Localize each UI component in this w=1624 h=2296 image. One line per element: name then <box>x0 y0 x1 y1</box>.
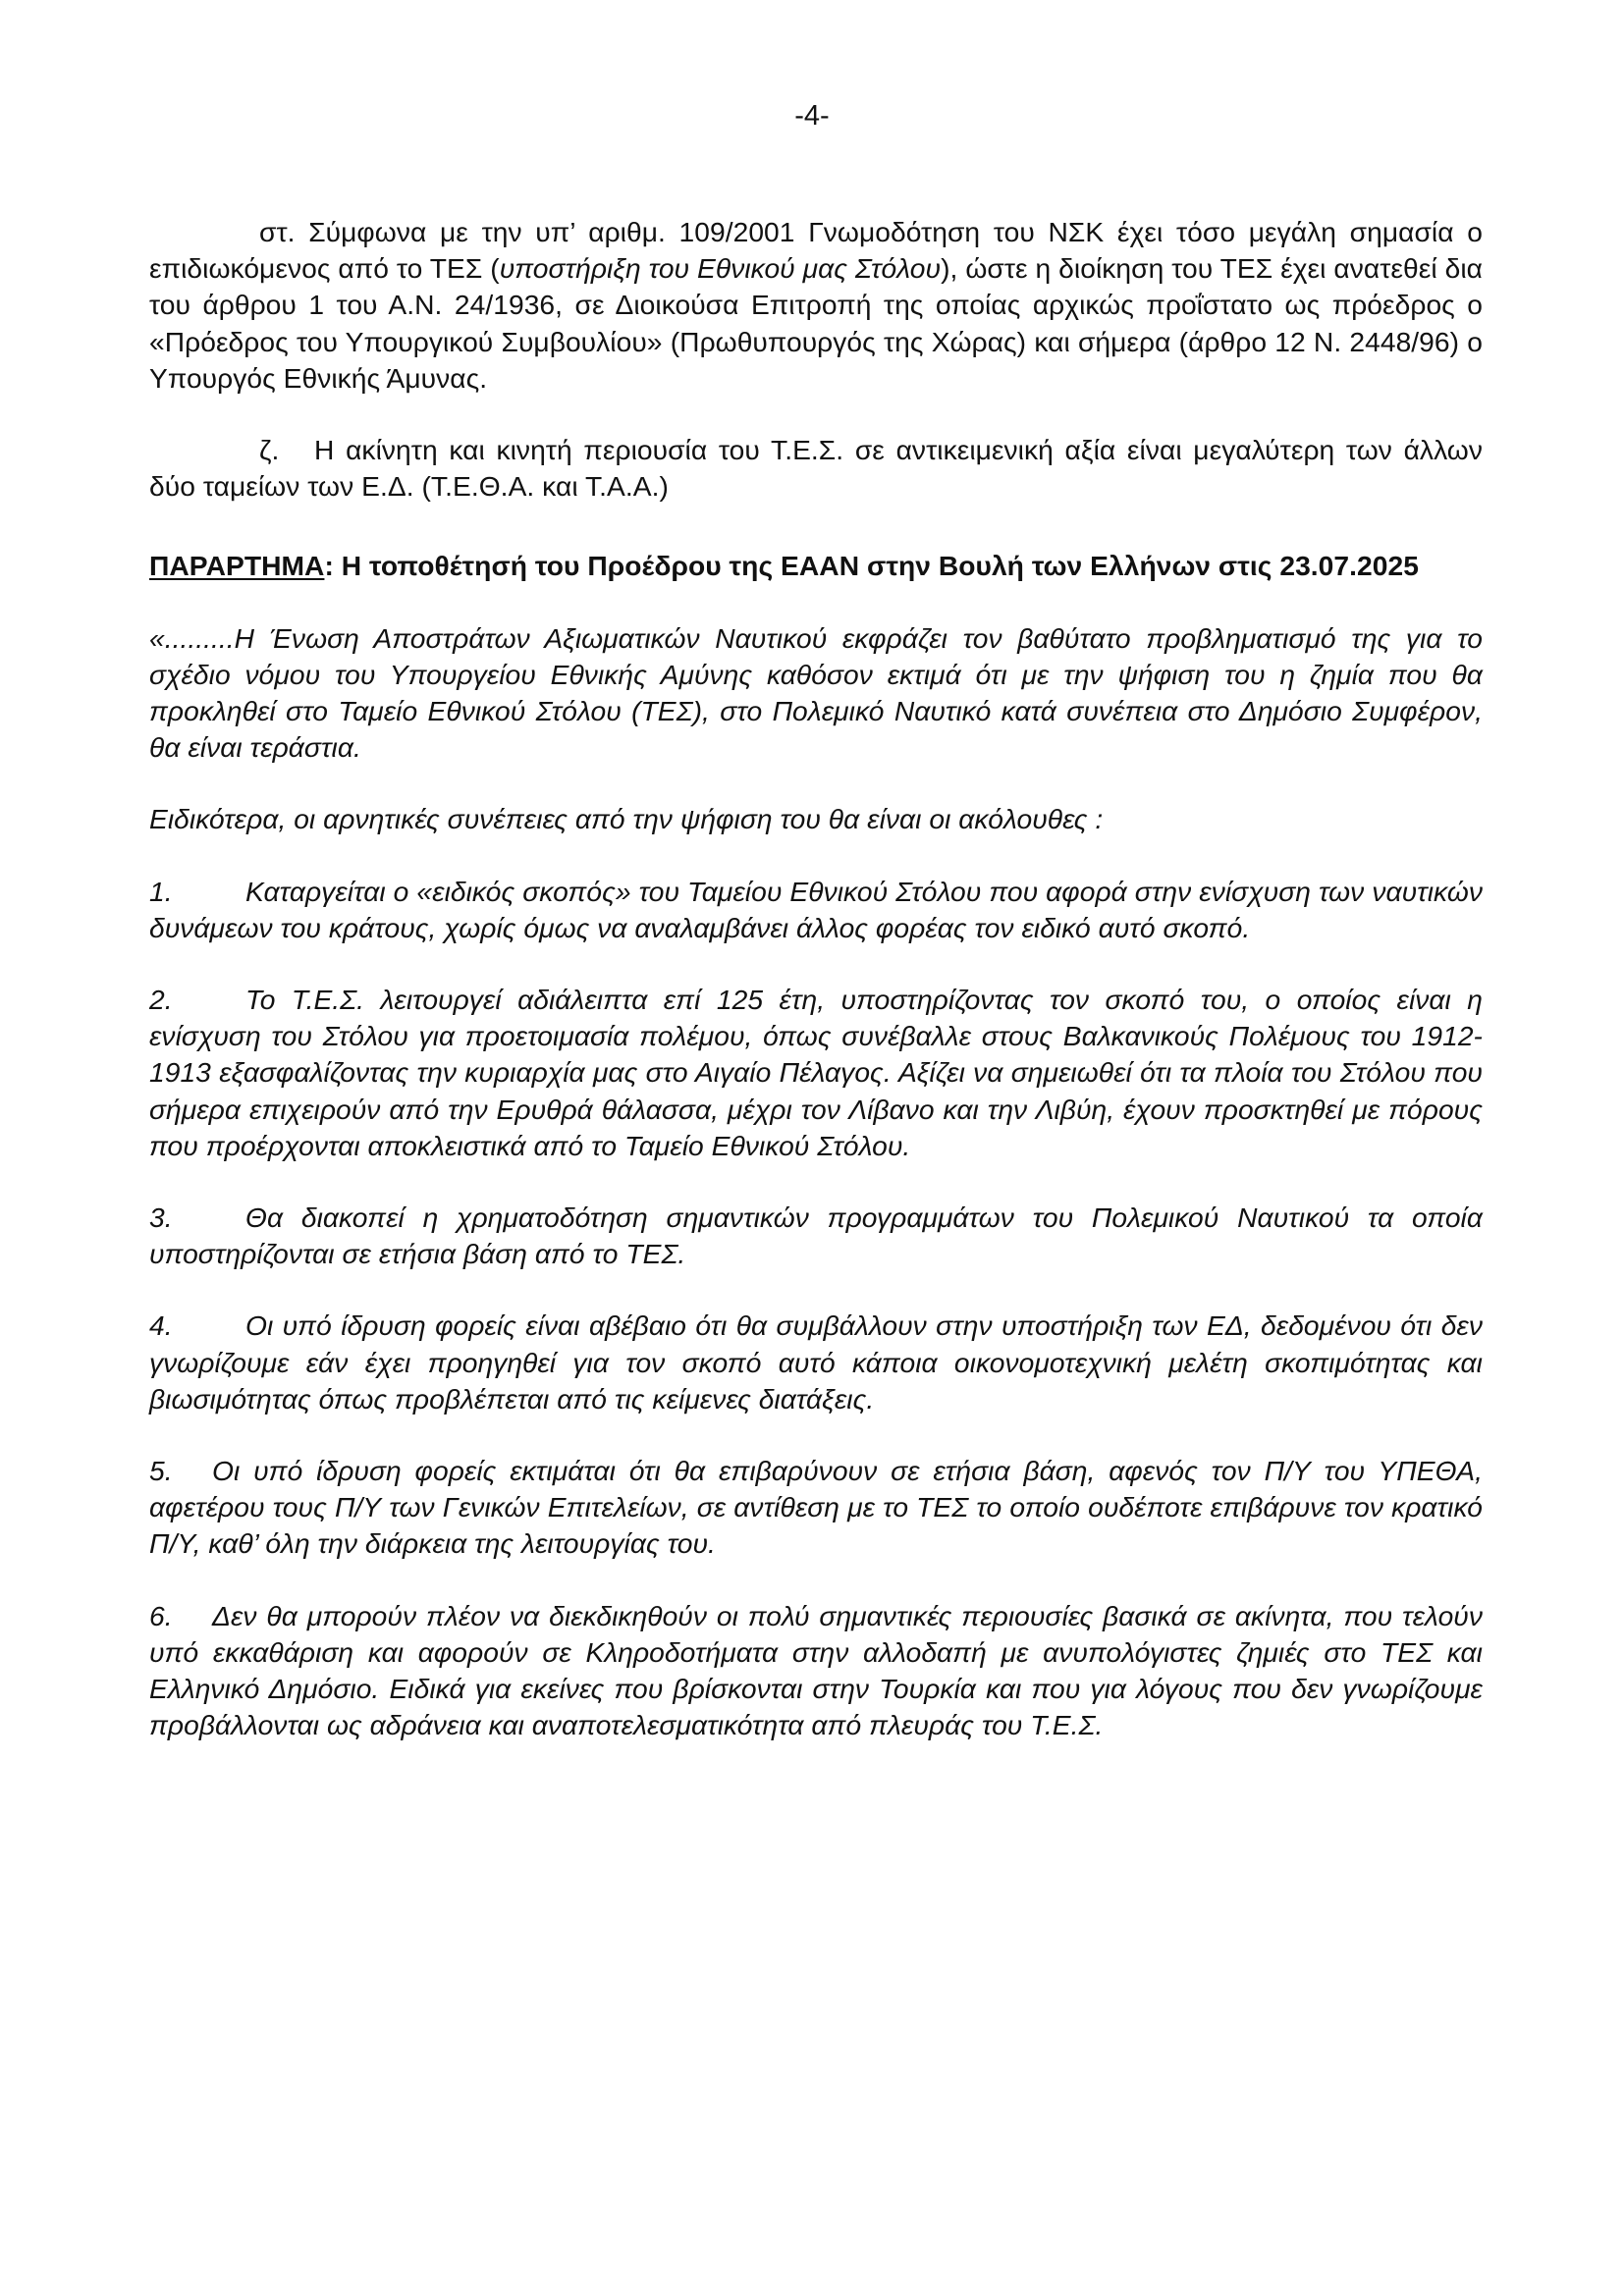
document-body <box>149 214 1483 1780</box>
list-item-text: Καταργείται ο «ειδικός σκοπός» του Ταμείου Εθνικού Στόλου που αφορά στην ενίσχυση των ναυτικών δυνάμεων του κράτους, χωρίς όμως να αναλαμβάνει άλλος φορέας τον ειδικό αυτό σκοπό. <box>149 875 1483 943</box>
quoted-statement <box>149 620 1483 1744</box>
list-item-1 <box>149 874 1483 946</box>
list-item-4 <box>149 1308 1483 1417</box>
list-item-number: 5. <box>149 1455 173 1487</box>
paragraph-st-text-before: Σύμφωνα με την υπ’ αριθμ. 109/2001 Γνωμοδότηση του ΝΣΚ έχει τόσο μεγάλη σημασία ο επιδιωκόμενος από το ΤΕΣ ( <box>149 216 1483 285</box>
appendix-heading <box>149 548 1483 584</box>
list-item-number: 4. <box>149 1309 173 1342</box>
appendix-title: Η τοποθέτησή του Προέδρου της ΕΑΑΝ στην Βουλή των Ελλήνων στις 23.07.2025 <box>333 550 1419 582</box>
paragraph-st-text-after: ), ώστε η διοίκηση του ΤΕΣ έχει ανατεθεί δια του άρθρου 1 του Α.Ν. 24/1936, σε Διοικούσα Επιτροπή της οποίας αρχικώς προΐστατο ως πρόεδρος ο «Πρόεδρος του Υπουργικού Συμβουλίου» (Πρωθυπουργός της Χώρας) και σήμερα (άρθρο 12 Ν. 2448/96) ο Υπουργός Εθνικής Άμυνας. <box>149 252 1483 394</box>
paragraph-st-label: στ. <box>259 216 296 247</box>
appendix-separator: : <box>324 550 334 582</box>
paragraph-z <box>149 432 1483 505</box>
quote-lead: Ειδικότερα, οι αρνητικές συνέπειες από την ψήφιση του θα είναι οι ακόλουθες : <box>149 803 1104 835</box>
list-item-number: 1. <box>149 875 173 907</box>
list-item-text: Οι υπό ίδρυση φορείς εκτιμάται ότι θα επιβαρύνουν σε ετήσια βάση, αφενός τον Π/Υ του ΥΠΕΘΑ, αφετέρου τους Π/Υ των Γενικών Επιτελείων, σε αντίθεση με το ΤΕΣ το οποίο ουδέποτε επιβάρυνε τον κρατικό Π/Υ, καθ’ όλη την διάρκεια της λειτουργίας του. <box>149 1455 1483 1560</box>
paragraph-st <box>149 214 1483 397</box>
list-item-text: Δεν θα μπορούν πλέον να διεκδικηθούν οι πολύ σημαντικές περιουσίες βασικά σε ακίνητα, που τελούν υπό εκκαθάριση και αφορούν σε Κληροδοτήματα στην αλλοδαπή με ανυπολόγιστες ζημιές στο ΤΕΣ και Ελληνικό Δημόσιο. Ειδικά για εκείνες που βρίσκονται στην Τουρκία και που για λόγους που δεν γνωρίζουμε προβάλλονται ως αδράνεια και αναποτελεσματικότητα από πλευράς του Τ.Ε.Σ. <box>149 1599 1483 1741</box>
list-item-text: Θα διακοπεί η χρηματοδότηση σημαντικών προγραμμάτων του Πολεμικού Ναυτικού τα οποία υποστηρίζονται σε ετήσια βάση από το ΤΕΣ. <box>149 1201 1483 1270</box>
page-number: -4- <box>794 100 830 132</box>
paragraph-st-italic-phrase: υποστήριξη του Εθνικού μας Στόλου <box>499 252 942 285</box>
list-item-number: 3. <box>149 1201 173 1234</box>
paragraph-z-label: ζ. <box>259 434 280 466</box>
list-item-3 <box>149 1200 1483 1272</box>
list-item-text: Το Τ.Ε.Σ. λειτουργεί αδιάλειπτα επί 125 έτη, υποστηρίζοντας τον σκοπό του, ο οποίος είναι η ενίσχυση του Στόλου για προετοιμασία πολέμου, όπως συνέβαλλε στους Βαλκανικούς Πολέμους του 1912-1913 εξασφαλίζοντας την κυριαρχία μας στο Αιγαίο Πέλαγος. Αξίζει να σημειωθεί ότι τα πλοία του Στόλου που σήμερα επιχειρούν από την Ερυθρά θάλασσα, μέχρι τον Λίβανο και την Λιβύη, έχουν προσκτηθεί με πόρους που προέρχονται αποκλειστικά από το Ταμείο Εθνικού Στόλου. <box>149 984 1483 1161</box>
quote-intro: «.........Η Ένωση Αποστράτων Αξιωματικών Ναυτικού εκφράζει τον βαθύτατο προβληματισμό της για το σχέδιο νόμου του Υπουργείου Εθνικής Αμύνης καθόσον εκτιμά ότι με την ψήφιση του η ζημία που θα προκληθεί στο Ταμείο Εθνικού Στόλου (ΤΕΣ), στο Πολεμικό Ναυτικό κατά συνέπεια στο Δημόσιο Συμφέρον, θα είναι τεράστια. <box>149 621 1483 764</box>
list-item-text: Οι υπό ίδρυση φορείς είναι αβέβαιο ότι θα συμβάλλουν στην υποστήριξη των ΕΔ, δεδομένου ότι δεν γνωρίζουμε εάν έχει προηγηθεί για τον σκοπό αυτό κάποια οικονομοτεχνική μελέτη σκοπιμότητας και βιωσιμότητας όπως προβλέπεται από τις κείμενες διατάξεις. <box>149 1309 1483 1415</box>
list-item-2 <box>149 982 1483 1164</box>
list-item-5 <box>149 1453 1483 1563</box>
appendix-label: ΠΑΡΑΡΤΗΜΑ <box>149 550 325 582</box>
list-item-number: 6. <box>149 1599 173 1631</box>
paragraph-z-text: Η ακίνητη και κινητή περιουσία του Τ.Ε.Σ. σε αντικειμενική αξία είναι μεγαλύτερη των άλλων δύο ταμείων των Ε.Δ. (Τ.Ε.Θ.Α. και Τ.Α.Α.) <box>149 434 1483 503</box>
list-item-number: 2. <box>149 984 173 1016</box>
list-item-6 <box>149 1598 1483 1744</box>
